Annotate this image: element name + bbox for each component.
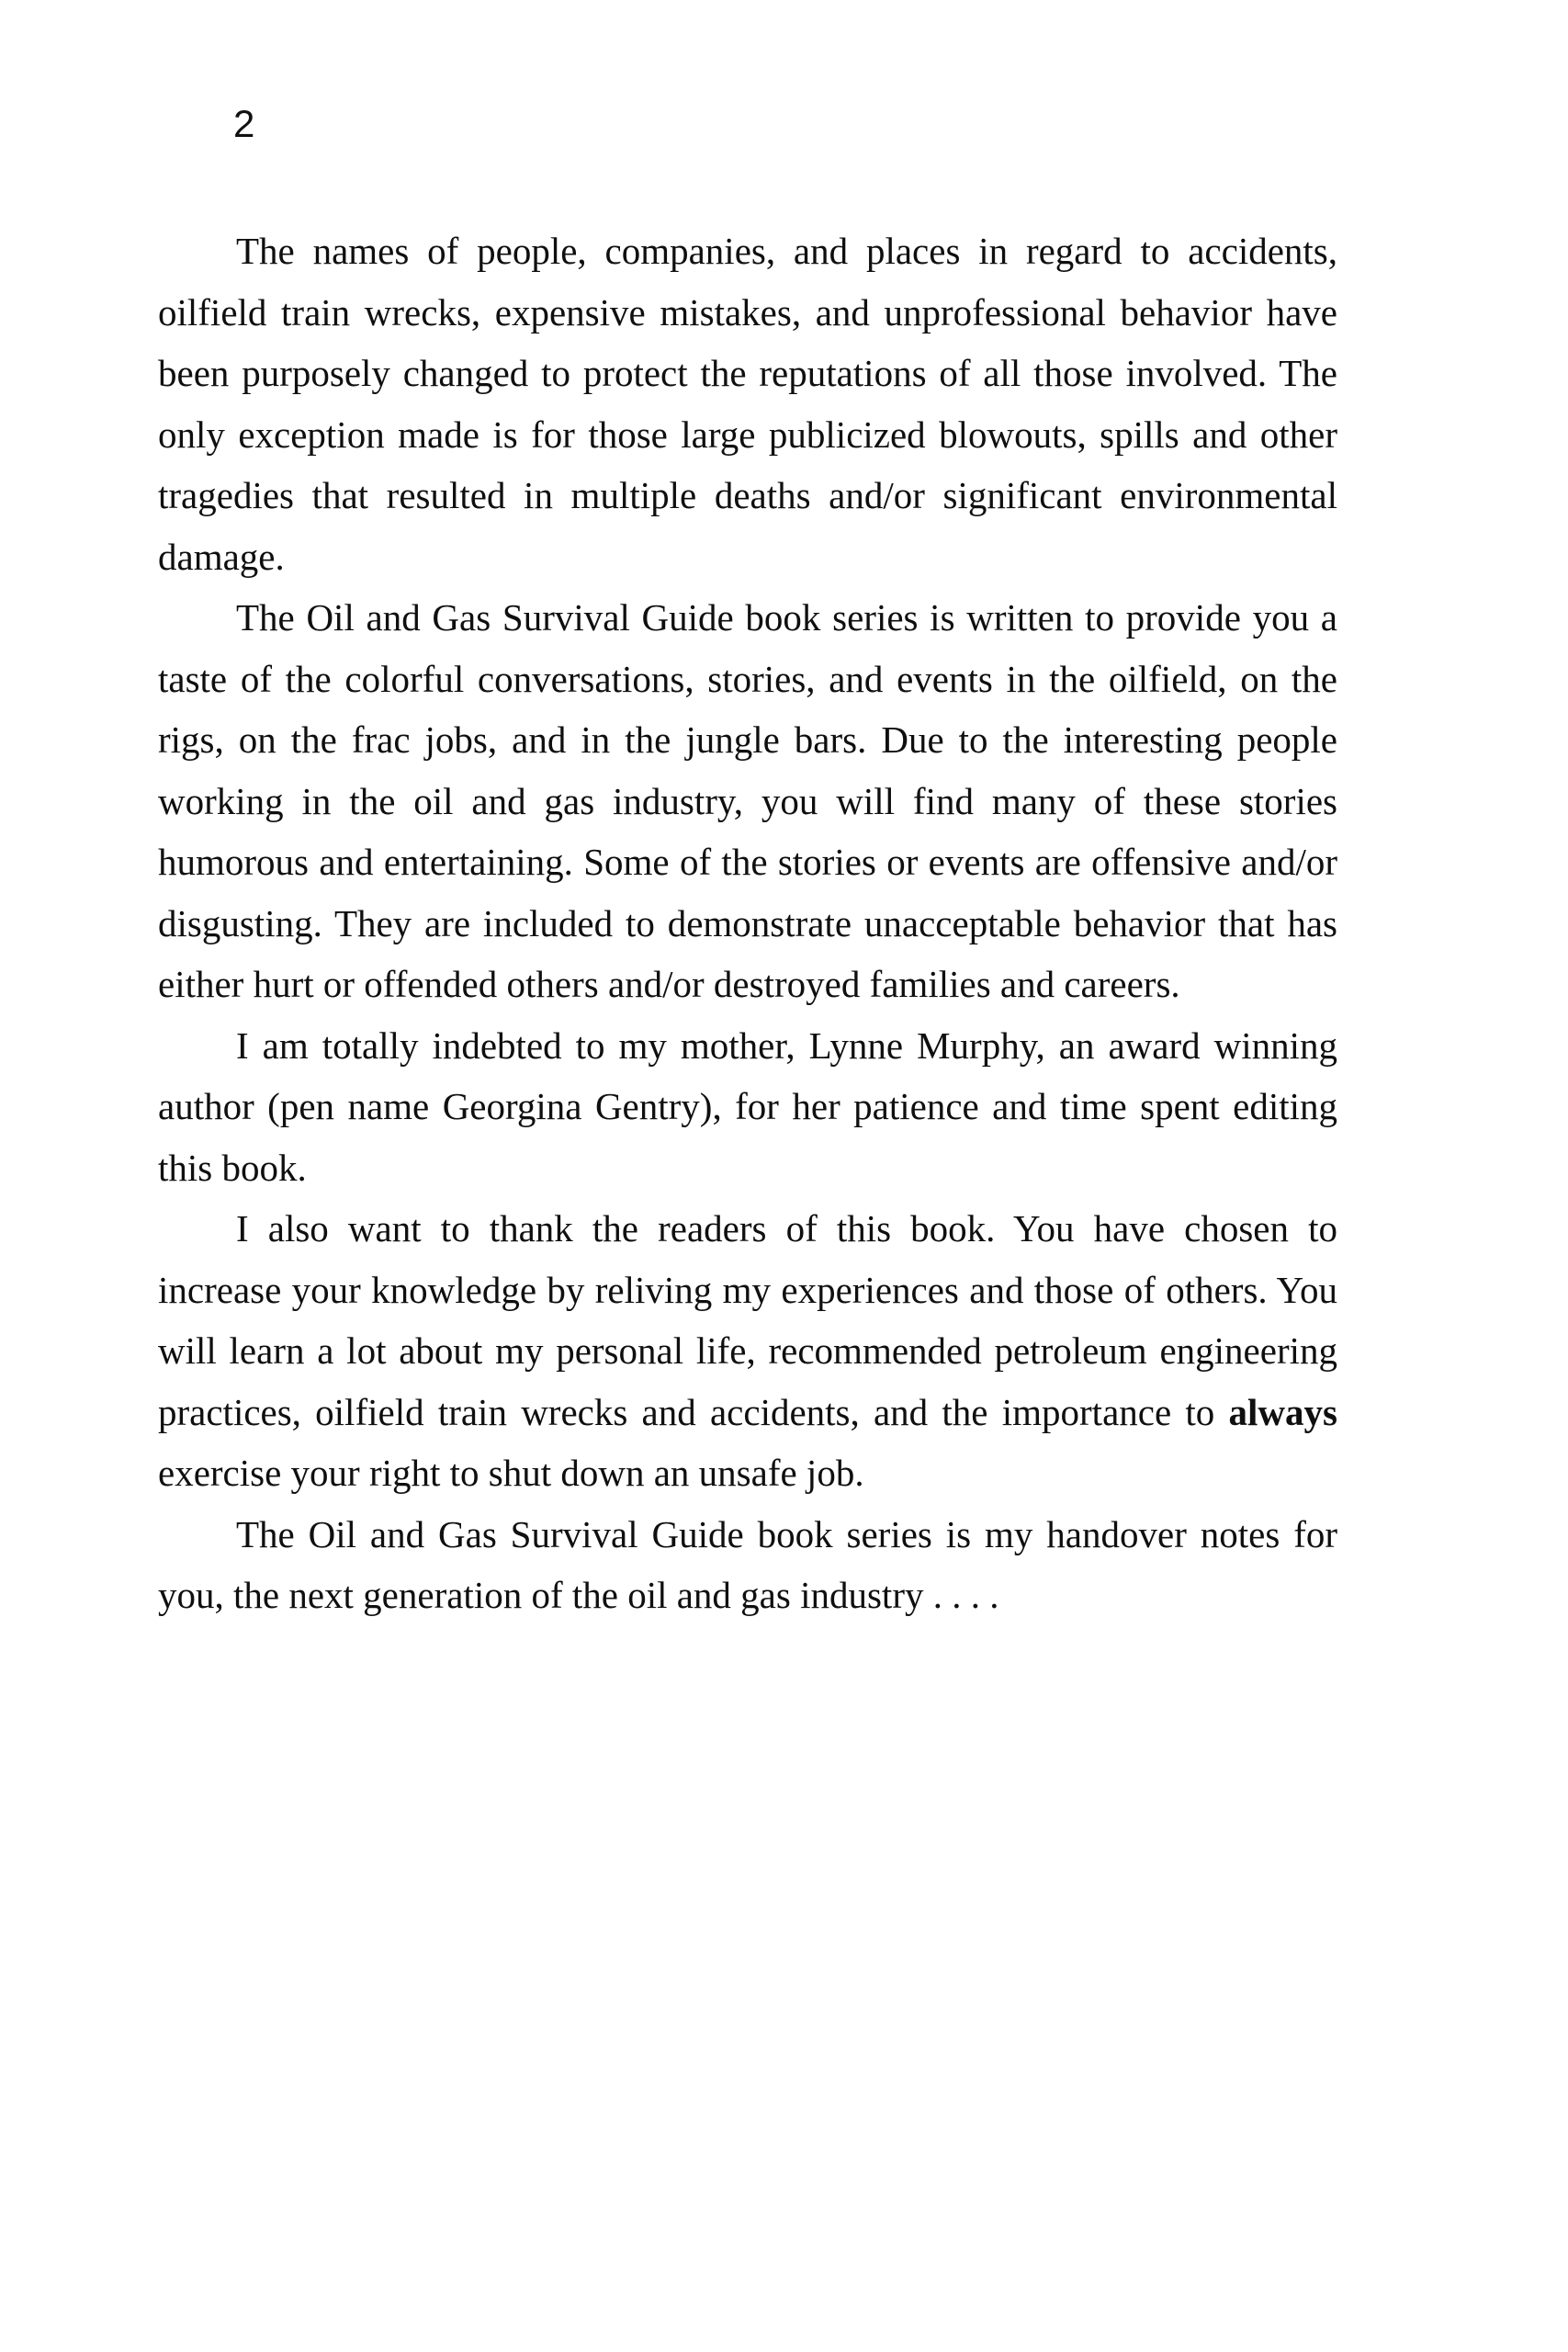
text-run: The names of people, companies, and places in regard to accidents, oilfield train wrecks, expensive mistakes, and unprofessional behavior have been purposely changed to protect the reputations of all those involved. The only exception made is for those large publicized blowouts, spills and other tragedies that resulted in multiple deaths and/or significant environmental damage. xyxy=(158,230,1337,578)
paragraph xyxy=(158,1015,1337,1199)
text-run: I also want to thank the readers of this book. You have chosen to increase your knowledge by reliving my experiences and those of others. You will learn a lot about my personal life, recommended petroleum engineering practices, oilfield train wrecks and accidents, and the importance to xyxy=(158,1207,1337,1433)
paragraph xyxy=(158,220,1337,587)
text-run: exercise your right to shut down an unsafe job. xyxy=(158,1452,864,1494)
text-run: The Oil and Gas Survival Guide book series is my handover notes for you, the next generation of the oil and gas industry . . . . xyxy=(158,1512,1337,1616)
page-number: 2 xyxy=(233,102,255,145)
page-body xyxy=(158,220,1337,1626)
paragraph xyxy=(158,587,1337,1015)
emphasized-word: always xyxy=(1228,1390,1337,1433)
text-run: The Oil and Gas Survival Guide book series is written to provide you a taste of the colorful conversations, stories, and events in the oilfield, on the rigs, on the frac jobs, and in the jungle bars. Due to the interesting people working in the oil and gas industry, you will find many of these stories humorous and entertaining. Some of the stories or events are offensive and/or disgusting. They are included to demonstrate unacceptable behavior that has either hurt or offended others and/or destroyed families and careers. xyxy=(158,596,1337,1005)
paragraph xyxy=(158,1504,1337,1626)
paragraph xyxy=(158,1198,1337,1504)
text-run: I am totally indebted to my mother, Lynne Murphy, an award winning author (pen name Georgina Gentry), for her patience and time spent editing this book. xyxy=(158,1023,1337,1189)
